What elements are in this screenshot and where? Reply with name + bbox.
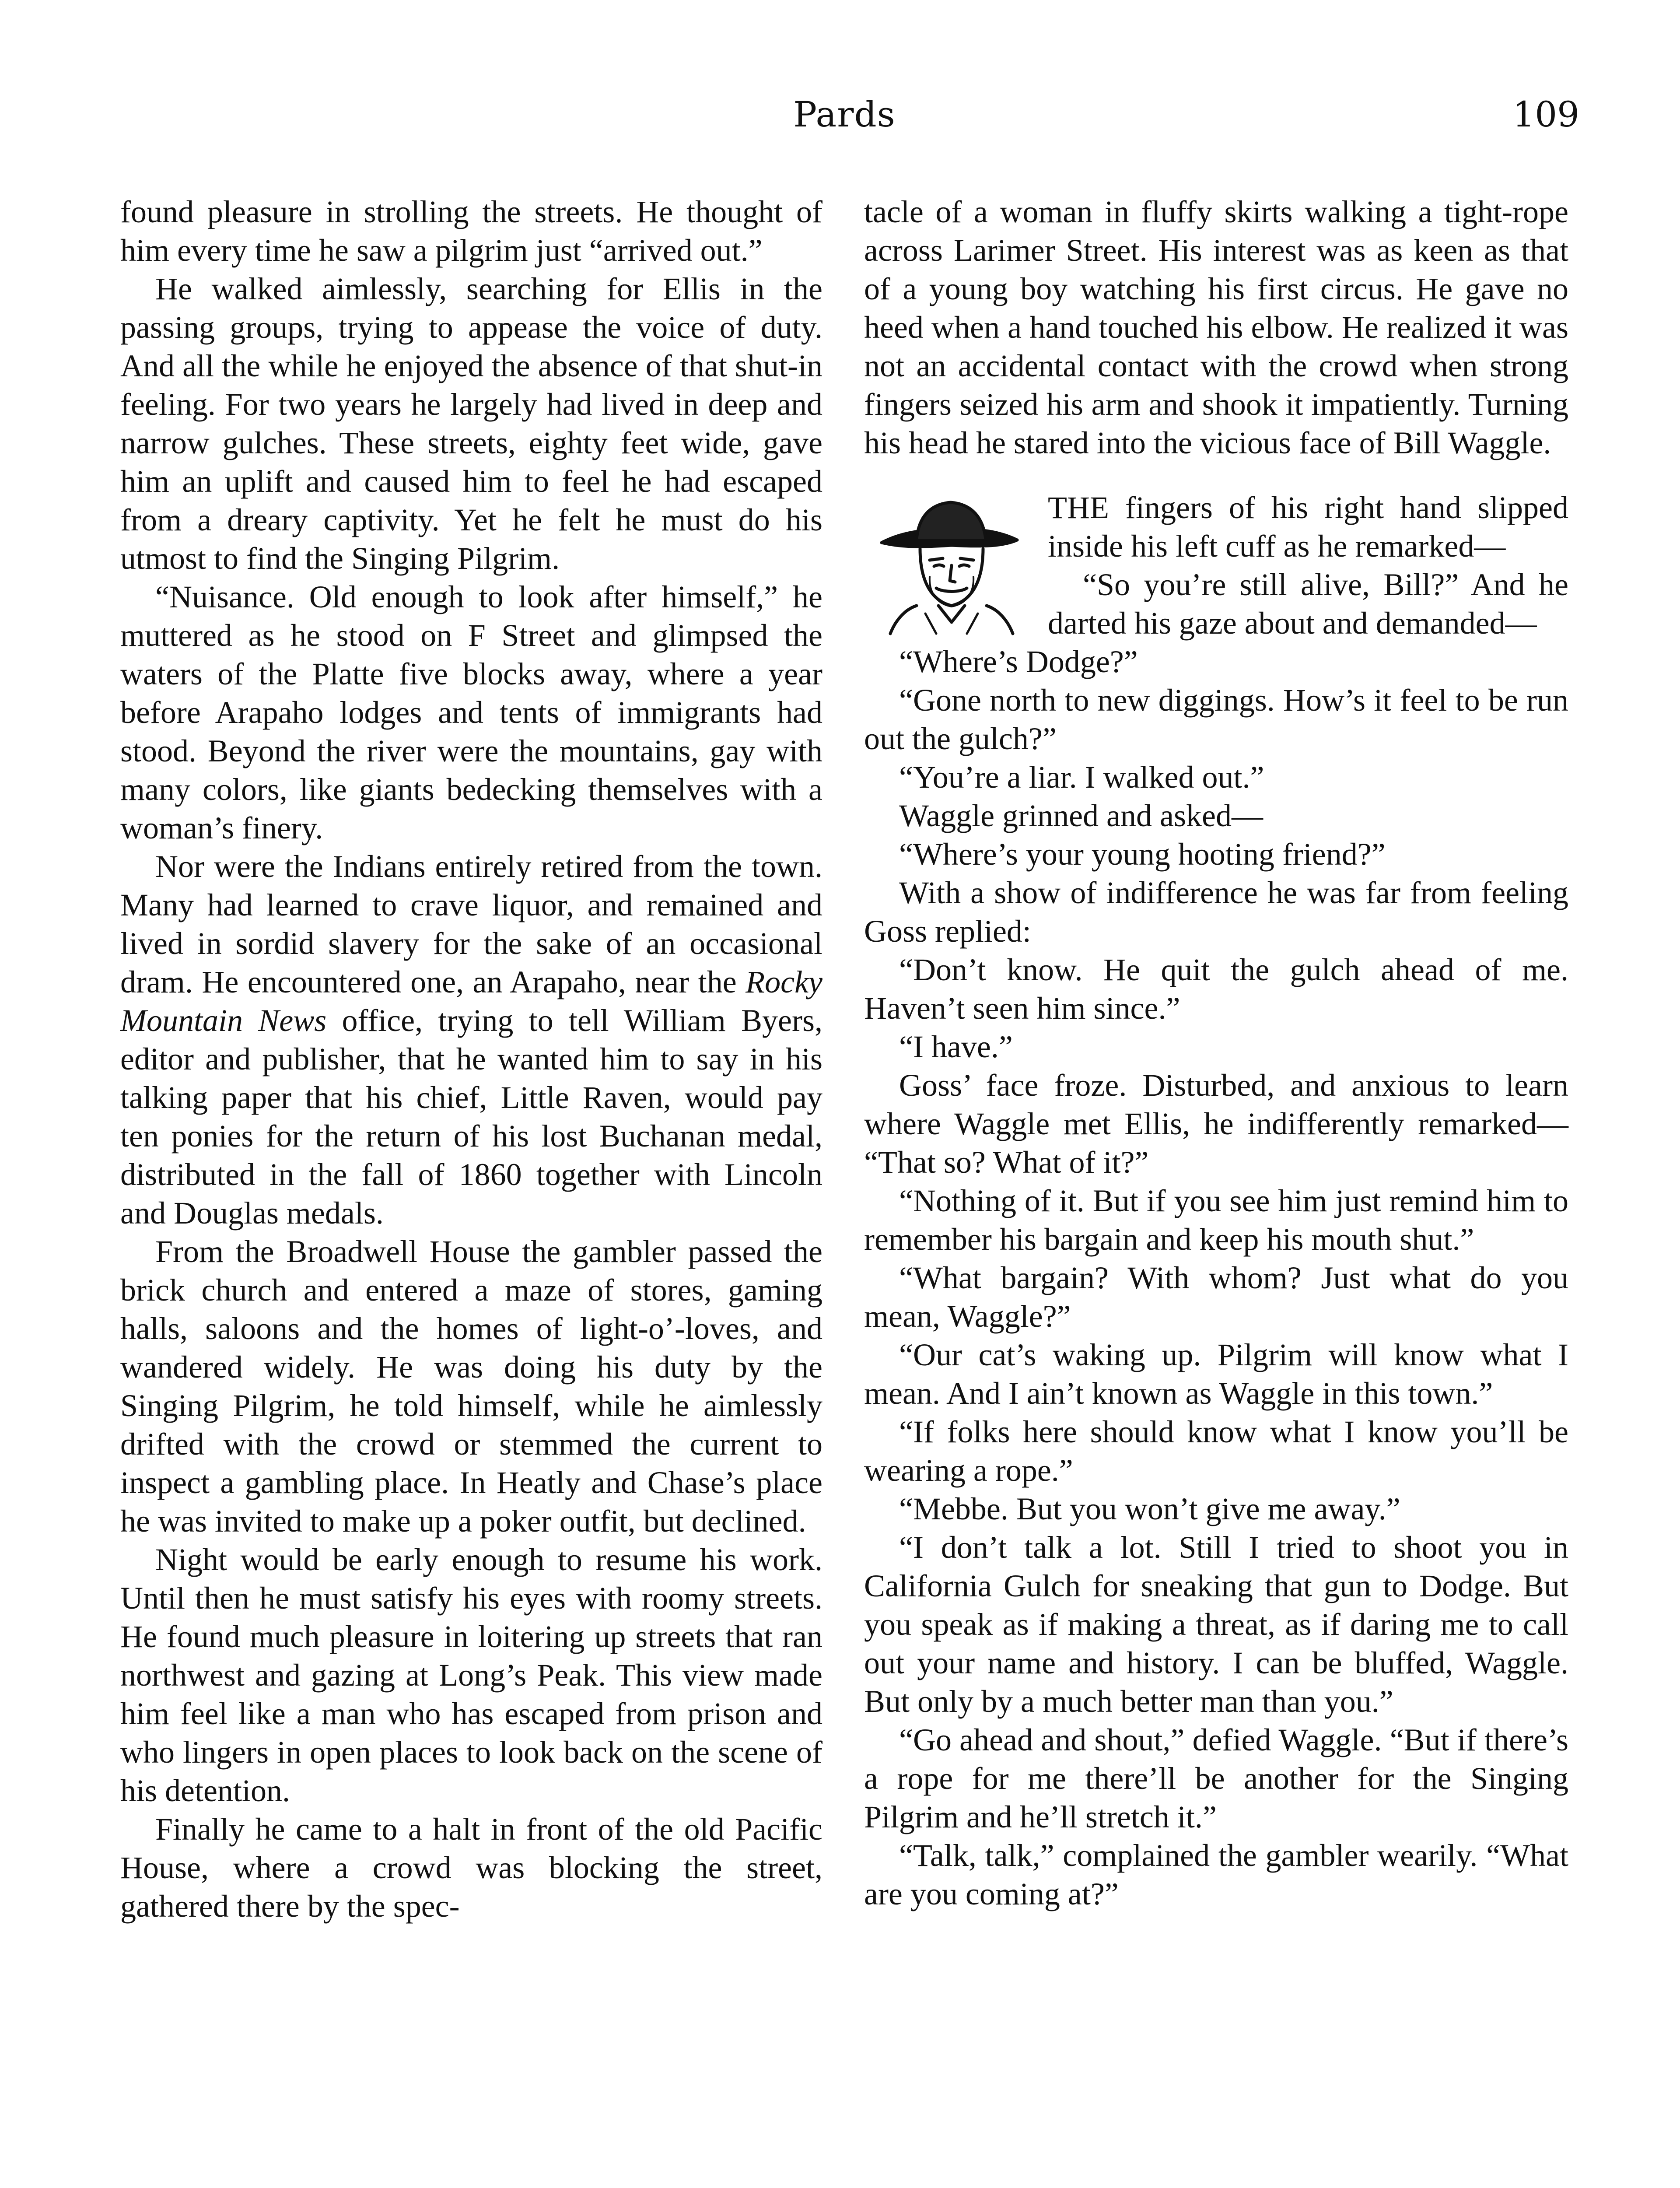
paragraph: Finally he came to a halt in front of the old Pacific House, where a crowd was blocking the street, gathered there by the spec- [120, 1812, 822, 1924]
paragraph: With a show of indifference he was far from feeling Goss replied: [864, 875, 1568, 949]
paragraph: “Nothing of it. But if you see him just remind him to remember his bargain and keep his mouth shut.” [864, 1183, 1568, 1257]
cowboy-portrait-drawing [864, 491, 1035, 635]
paragraph: “I don’t talk a lot. Still I tried to shoot you in California Gulch for sneaking that gun to Dodge. But you speak as if making a threat, as if daring me to call out your name and history. I can be bluffed, Waggle. But only by a much better man than you.” [864, 1530, 1568, 1719]
section-opening [864, 488, 1568, 642]
paragraph: “Go ahead and shout,” defied Waggle. “But if there’s a rope for me there’ll be another for the Singing Pilgrim and he’ll stretch it.” [864, 1722, 1568, 1834]
paragraph [120, 847, 822, 1232]
right-column [864, 193, 1568, 1913]
paragraph: From the Broadwell House the gambler passed the brick church and entered a maze of stores, gaming halls, saloons and the homes of light-o’-loves, and wandered widely. He was doing his duty by the Singing Pilgrim, he told himself, while he aimlessly drifted with the crowd or stemmed the current to inspect a gambling place. In Heatly and Chase’s place he was invited to make up a poker outfit, but declined. [120, 1234, 822, 1539]
paragraph: Waggle grinned and asked— [899, 798, 1263, 833]
paragraph: “Nuisance. Old enough to look after himself,” he muttered as he stood on F Street and glimpsed the waters of the Platte five blocks away, where a year before Arapaho lodges and tents of immigrants had stood. Beyond the river were the mountains, gay with many colors, like giants bedecking themselves with a woman’s finery. [120, 579, 822, 845]
paragraph: “Where’s Dodge?” [899, 644, 1138, 679]
paragraph: “I have.” [899, 1029, 1013, 1064]
newspaper-title: Rocky Mountain News [120, 964, 822, 1038]
paragraph: “If folks here should know what I know you’ll be wearing a rope.” [864, 1414, 1568, 1488]
paragraph: “Don’t know. He quit the gulch ahead of me. Haven’t seen him since.” [864, 952, 1568, 1026]
running-title: Pards [793, 94, 896, 135]
paragraph: Goss’ face froze. Disturbed, and anxious to learn where Waggle met Ellis, he indifferently remarked— “That so? What of it?” [864, 1068, 1568, 1180]
paragraph: tacle of a woman in fluffy skirts walking a tight-rope across Larimer Street. His interest was as keen as that of a young boy watching his first circus. He gave no heed when a hand touched his elbow. He realized it was not an accidental contact with the crowd when strong fingers seized his arm and shook it impatiently. Turning his head he stared into the vicious face of Bill Waggle. [864, 194, 1568, 460]
page-number: 109 [1512, 94, 1579, 135]
left-column [120, 193, 822, 1925]
section-break [864, 462, 1568, 488]
paragraph: Night would be early enough to resume his work. Until then he must satisfy his eyes with roomy streets. He found much pleasure in loitering up streets that ran northwest and gazing at Long’s Peak. This view made him feel like a man who has escaped from prison and who lingers in open places to look back on the scene of his detention. [120, 1542, 822, 1808]
paragraph: “Where’s your young hooting friend?” [899, 837, 1386, 872]
paragraph: “Mebbe. But you won’t give me away.” [899, 1491, 1400, 1526]
paragraph: “What bargain? With whom? Just what do you mean, Waggle?” [864, 1260, 1568, 1334]
paragraph-text: Nor were the Indians entirely retired from the town. Many had learned to crave liquor, and remained and lived in sordid slavery for the sake of an occasional dram. He encountered one, an Arapaho, near the [120, 849, 822, 999]
paragraph: “Gone north to new diggings. How’s it feel to be run out the gulch?” [864, 683, 1568, 756]
paragraph: He walked aimlessly, searching for Ellis in the passing groups, trying to appease the voice of duty. And all the while he enjoyed the absence of that shut-in feeling. For two years he largely had lived in deep and narrow gulches. These streets, eighty feet wide, gave him an uplift and caused him to feel he had escaped from a dreary captivity. Yet he felt he must do his utmost to find the Singing Pilgrim. [120, 271, 822, 576]
paragraph: “Talk, talk,” complained the gambler wearily. “What are you coming at?” [864, 1838, 1568, 1911]
cowboy-portrait-icon [864, 491, 1035, 635]
paragraph: found pleasure in strolling the streets. He thought of him every time he saw a pilgrim just “arrived out.” [120, 194, 822, 268]
paragraph: “You’re a liar. I walked out.” [899, 760, 1264, 795]
section-initial-paragraph: THE fingers of his right hand slipped inside his left cuff as he remarked— [1048, 490, 1568, 564]
paragraph: “So you’re still alive, Bill?” And he darted his gaze about and demanded— [1048, 567, 1568, 641]
paragraph-text: office, trying to tell William Byers, editor and publisher, that he wanted him to say in his talking paper that his chief, Little Raven, would pay ten ponies for the return of his lost Buchanan medal, distributed in the fall of 1860 together with Lincoln and Douglas medals. [120, 1003, 822, 1231]
paragraph: “Our cat’s waking up. Pilgrim will know what I mean. And I ain’t known as Waggle in this town.” [864, 1337, 1568, 1411]
